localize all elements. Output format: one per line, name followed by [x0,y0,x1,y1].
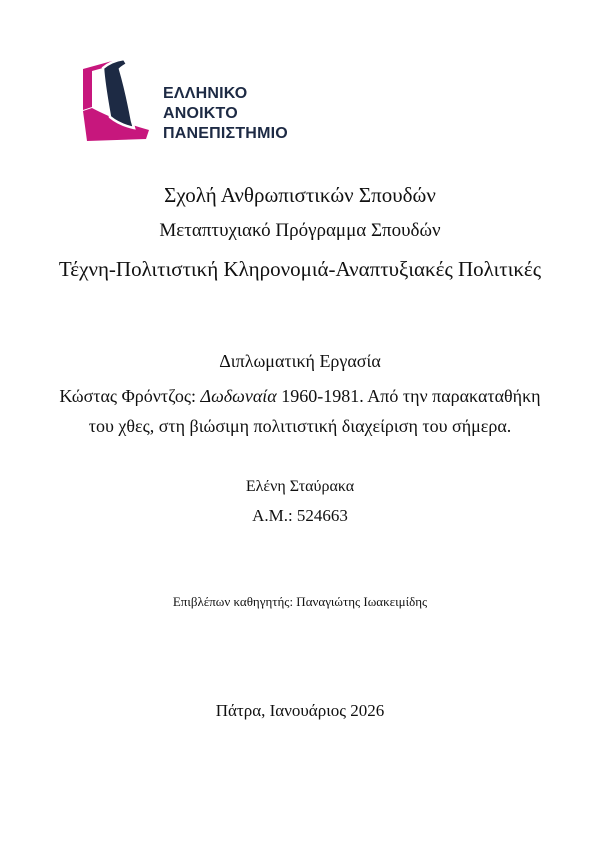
thesis-title-line2: του χθες, στη βιώσιμη πολιτιστική διαχείριση του σήμερα. [88,416,512,436]
university-name-line: ΑΝΟΙΚΤΟ [163,105,238,122]
thesis-title-rest: 1960-1981. Από την παρακαταθήκη [276,386,541,406]
program-name: Τέχνη-Πολιτιστική Κληρονομιά-Αναπτυξιακές Πολιτικές [58,257,542,281]
university-name-line: ΠΑΝΕΠΙΣΤΗΜΙΟ [163,125,288,142]
university-name [163,84,288,144]
thesis-title [0,381,600,441]
thesis-title-prefix: Κώστας Φρόντζος: [59,386,201,406]
school-title: Σχολή Ανθρωπιστικών Σπουδών [164,183,436,207]
program-label: Μεταπτυχιακό Πρόγραμμα Σπουδών [159,220,441,241]
place-date: Πάτρα, Ιανουάριος 2026 [215,701,385,720]
open-book-icon [82,58,152,142]
thesis-title-italic: Δωδωναία [200,386,277,406]
student-id: Α.Μ.: 524663 [252,506,348,525]
author-name: Ελένη Σταύρακα [245,478,355,495]
university-name-line: ΕΛΛΗΝΙΚΟ [163,85,248,102]
thesis-title-line1 [0,381,600,411]
thesis-type-label: Διπλωματική Εργασία [219,351,381,371]
university-logo [82,58,312,144]
supervisor-line: Επιβλέπων καθηγητής: Παναγιώτης Ιωακειμίδης [172,594,428,609]
